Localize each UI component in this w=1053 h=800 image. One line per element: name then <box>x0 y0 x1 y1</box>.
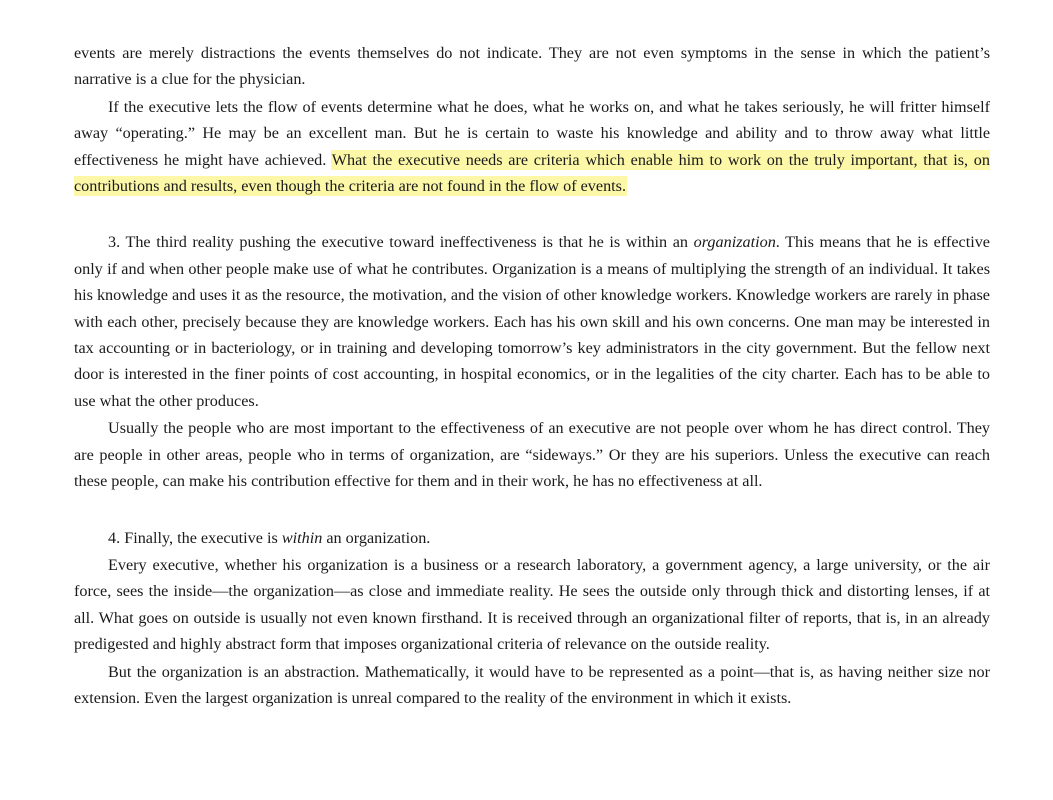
paragraph-2 <box>74 94 990 200</box>
paragraph-5-italic-word: within <box>281 528 323 547</box>
paragraph-3-text-part-1: 3. The third reality pushing the executive toward ineffectiveness is that he is within an <box>108 233 694 252</box>
highlighted-text: What the executive needs are criteria which enable him to work on the truly important, that is, on contributions and results, even though the criteria are not found in the flow of events. <box>74 150 990 196</box>
paragraph-7: But the organization is an abstraction. Mathematically, it would have to be represented as a point—that is, as having neither size nor extension. Even the largest organization is unreal compared to the reality of the environment in which it exists. <box>74 662 990 707</box>
paragraph-3-text-part-2: . This means that he is effective only if and when other people make use of what he contributes. Organization is a means of multiplying the strength of an individual. It takes his knowledge and uses it as the resource, the motivation, and the vision of other knowledge workers. Knowledge workers are rarely in phase with each other, precisely because they are knowledge workers. Each has his own skill and his own concerns. One man may be interested in tax accounting or in bacteriology, or in training and developing tomorrow’s key administrators in the city government. But the fellow next door is interested in the finer points of cost accounting, in hospital economics, or in the legalities of the city charter. Each has to be able to use what the other produces. <box>74 233 990 410</box>
paragraph-3 <box>74 229 990 414</box>
paragraph-1: events are merely distractions the events themselves do not indicate. They are not even symptoms in the sense in which the patient’s narrative is a clue for the physician. <box>74 44 990 89</box>
paragraph-5-text-part-2: an organization. <box>322 528 431 547</box>
paragraph-5 <box>74 525 990 551</box>
paragraph-4: Usually the people who are most important to the effectiveness of an executive are not people over whom he has direct control. They are people in other areas, people who in terms of organization, are “sideways.” Or they are his superiors. Unless the executive can reach these people, can make his contribution effective for them and in their work, he has no effectiveness at all. <box>74 419 990 491</box>
paragraph-6: Every executive, whether his organization is a business or a research laboratory, a government agency, a large university, or the air force, sees the inside—the organization—as close and immediate reality. He sees the outside only through thick and distorting lenses, if at all. What goes on outside is usually not even known firsthand. It is received through an organizational filter of reports, that is, in an already predigested and highly abstract form that imposes organizational criteria of relevance on the outside reality. <box>74 555 990 654</box>
paragraph-5-text-part-1: 4. Finally, the executive is <box>108 528 282 547</box>
paragraph-2-text: If the executive lets the flow of events determine what he does, what he works on, and what he takes seriously, he will fritter himself away “operating.” He may be an excellent man. But he is certain to waste his knowledge and ability and to throw away what little effectiveness he might have achieved. <box>74 97 990 169</box>
paragraph-3-italic-word: organization <box>693 233 776 252</box>
